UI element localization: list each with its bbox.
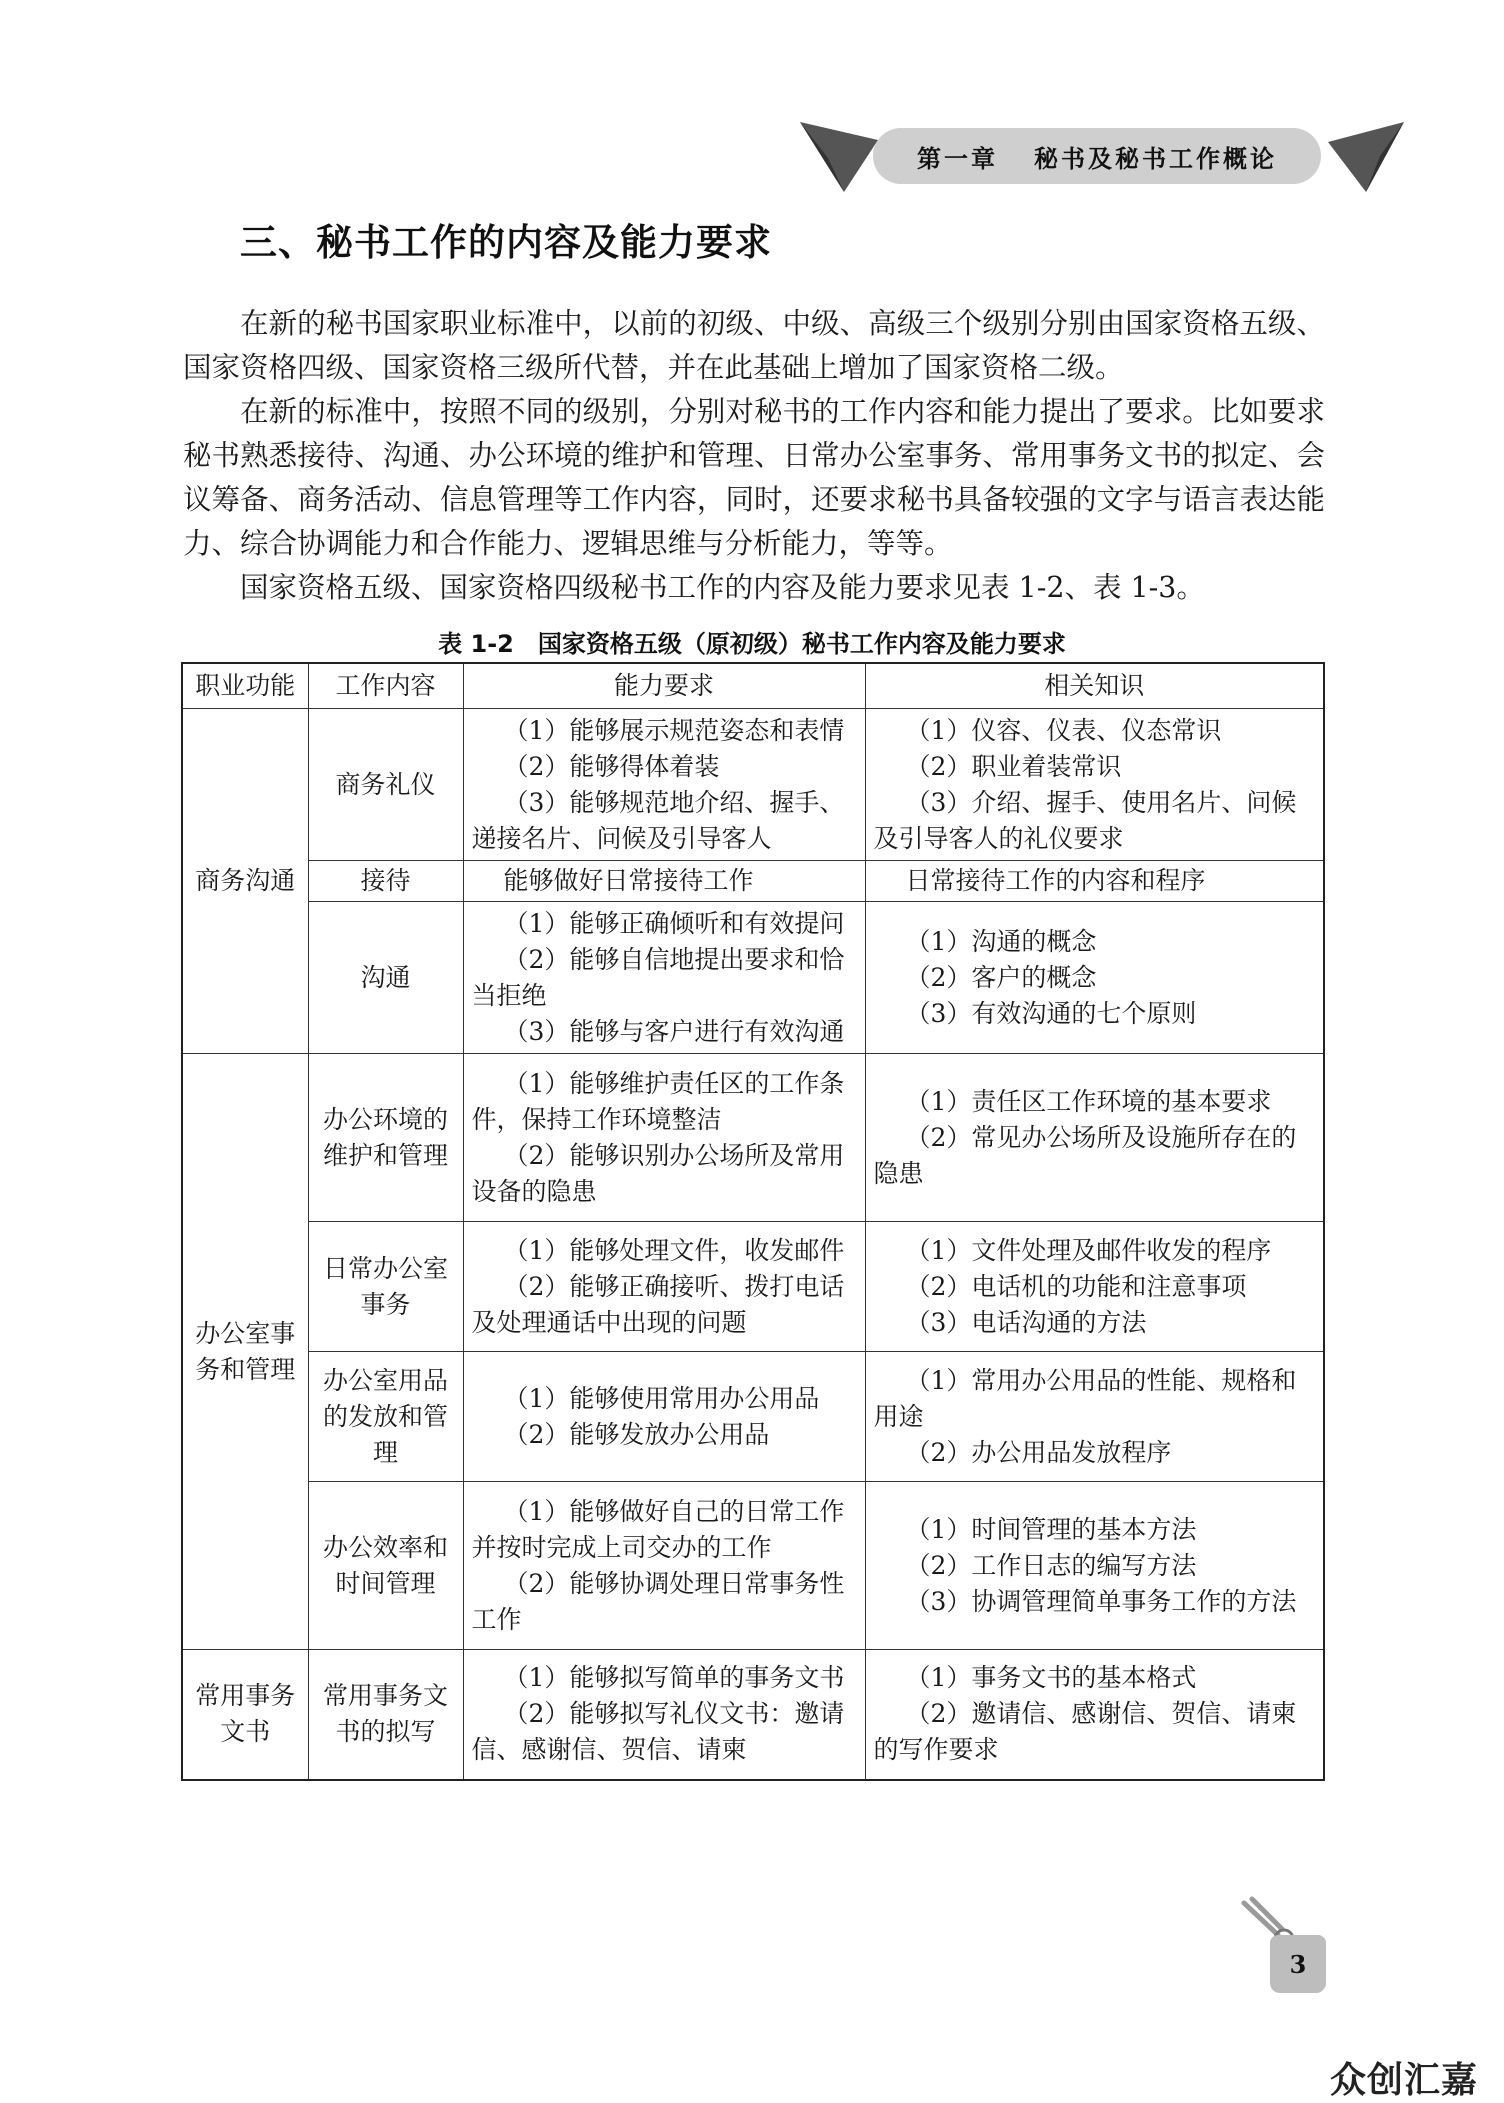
paragraph: 在新的标准中，按照不同的级别，分别对秘书的工作内容和能力提出了要求。比如要求秘书熟悉接待、沟通、办公环境的维护和管理、日常办公室事务、常用事务文书的拟定、会议筹备、商务活动、信息管理等工作内容，同时，还要求秘书具备较强的文字与语言表达能力、综合协调能力和合作能力、逻辑思维与分析能力，等等。 xyxy=(183,395,1325,560)
watermark-text: 众创汇嘉 xyxy=(1330,2060,1479,2101)
page-number-tag xyxy=(1270,1935,1326,1993)
knowledge-cell: （1）沟通的概念 （2）客户的概念 （3）有效沟通的七个原则 xyxy=(865,902,1324,1054)
knowledge-cell: （1）责任区工作环境的基本要求 （2）常见办公场所及设施所存在的隐患 xyxy=(865,1054,1324,1222)
table-row xyxy=(182,1352,1324,1482)
ability-cell: 能够做好日常接待工作 xyxy=(463,861,865,902)
table-caption: 表 1-2 国家资格五级（原初级）秘书工作内容及能力要求 xyxy=(438,630,1066,658)
function-cell: 办公室事务和管理 xyxy=(182,1054,308,1650)
ability-cell: （1）能够处理文件，收发邮件 （2）能够正确接听、拨打电话及处理通话中出现的问题 xyxy=(463,1222,865,1352)
content-cell: 常用事务文书的拟写 xyxy=(308,1650,463,1780)
content-cell: 日常办公室事务 xyxy=(308,1222,463,1352)
table-row xyxy=(182,1650,1324,1780)
body-text xyxy=(183,302,1325,610)
paragraph: 国家资格五级、国家资格四级秘书工作的内容及能力要求见表 1-2、表 1-3。 xyxy=(240,571,1205,604)
ability-cell: （1）能够维护责任区的工作条件，保持工作环境整洁 （2）能够识别办公场所及常用设备的隐患 xyxy=(463,1054,865,1222)
content-cell: 接待 xyxy=(308,861,463,902)
header-cell: 能力要求 xyxy=(463,663,865,709)
knowledge-cell: （1）文件处理及邮件收发的程序 （2）电话机的功能和注意事项 （3）电话沟通的方法 xyxy=(865,1222,1324,1352)
table-row xyxy=(182,861,1324,902)
table-header-row xyxy=(182,663,1324,709)
paragraph: 在新的秘书国家职业标准中，以前的初级、中级、高级三个级别分别由国家资格五级、国家资格四级、国家资格三级所代替，并在此基础上增加了国家资格二级。 xyxy=(183,307,1325,384)
ability-cell: （1）能够做好自己的日常工作并按时完成上司交办的工作 （2）能够协调处理日常事务性工作 xyxy=(463,1482,865,1650)
knowledge-cell: 日常接待工作的内容和程序 xyxy=(865,861,1324,902)
ability-cell: （1）能够使用常用办公用品 （2）能够发放办公用品 xyxy=(463,1352,865,1482)
table-row xyxy=(182,1482,1324,1650)
ability-cell: （1）能够拟写简单的事务文书 （2）能够拟写礼仪文书：邀请信、感谢信、贺信、请柬 xyxy=(463,1650,865,1780)
ability-cell: （1）能够正确倾听和有效提问 （2）能够自信地提出要求和恰当拒绝 （3）能够与客户进行有效沟通 xyxy=(463,902,865,1054)
function-cell: 商务沟通 xyxy=(182,709,308,1054)
knowledge-cell: （1）仪容、仪表、仪态常识 （2）职业着装常识 （3）介绍、握手、使用名片、问候及引导客人的礼仪要求 xyxy=(865,709,1324,861)
table-row xyxy=(182,902,1324,1054)
table-row xyxy=(182,1222,1324,1352)
content-cell: 办公效率和时间管理 xyxy=(308,1482,463,1650)
chapter-title: 秘书及秘书工作概论 xyxy=(1034,144,1277,173)
chapter-label: 第一章 xyxy=(917,144,998,173)
header-cell: 工作内容 xyxy=(308,663,463,709)
knowledge-cell: （1）事务文书的基本格式 （2）邀请信、感谢信、贺信、请柬的写作要求 xyxy=(865,1650,1324,1780)
knowledge-cell: （1）时间管理的基本方法 （2）工作日志的编写方法 （3）协调管理简单事务工作的方法 xyxy=(865,1482,1324,1650)
content-cell: 办公环境的维护和管理 xyxy=(308,1054,463,1222)
left-triangle-decoration xyxy=(798,118,880,194)
function-cell: 常用事务文书 xyxy=(182,1650,308,1780)
page-number: 3 xyxy=(1289,1949,1307,1979)
content-cell: 沟通 xyxy=(308,902,463,1054)
right-triangle-decoration xyxy=(1326,118,1406,194)
knowledge-cell: （1）常用办公用品的性能、规格和用途 （2）办公用品发放程序 xyxy=(865,1352,1324,1482)
requirements-table xyxy=(181,662,1325,1781)
content-cell: 办公室用品的发放和管理 xyxy=(308,1352,463,1482)
table-row xyxy=(182,1054,1324,1222)
header-cell: 职业功能 xyxy=(182,663,308,709)
ability-cell: （1）能够展示规范姿态和表情 （2）能够得体着装 （3）能够规范地介绍、握手、递接名片、问候及引导客人 xyxy=(463,709,865,861)
table-row xyxy=(182,709,1324,861)
header-cell: 相关知识 xyxy=(865,663,1324,709)
content-cell: 商务礼仪 xyxy=(308,709,463,861)
section-title: 三、秘书工作的内容及能力要求 xyxy=(240,221,772,264)
chapter-header-band xyxy=(873,128,1321,184)
